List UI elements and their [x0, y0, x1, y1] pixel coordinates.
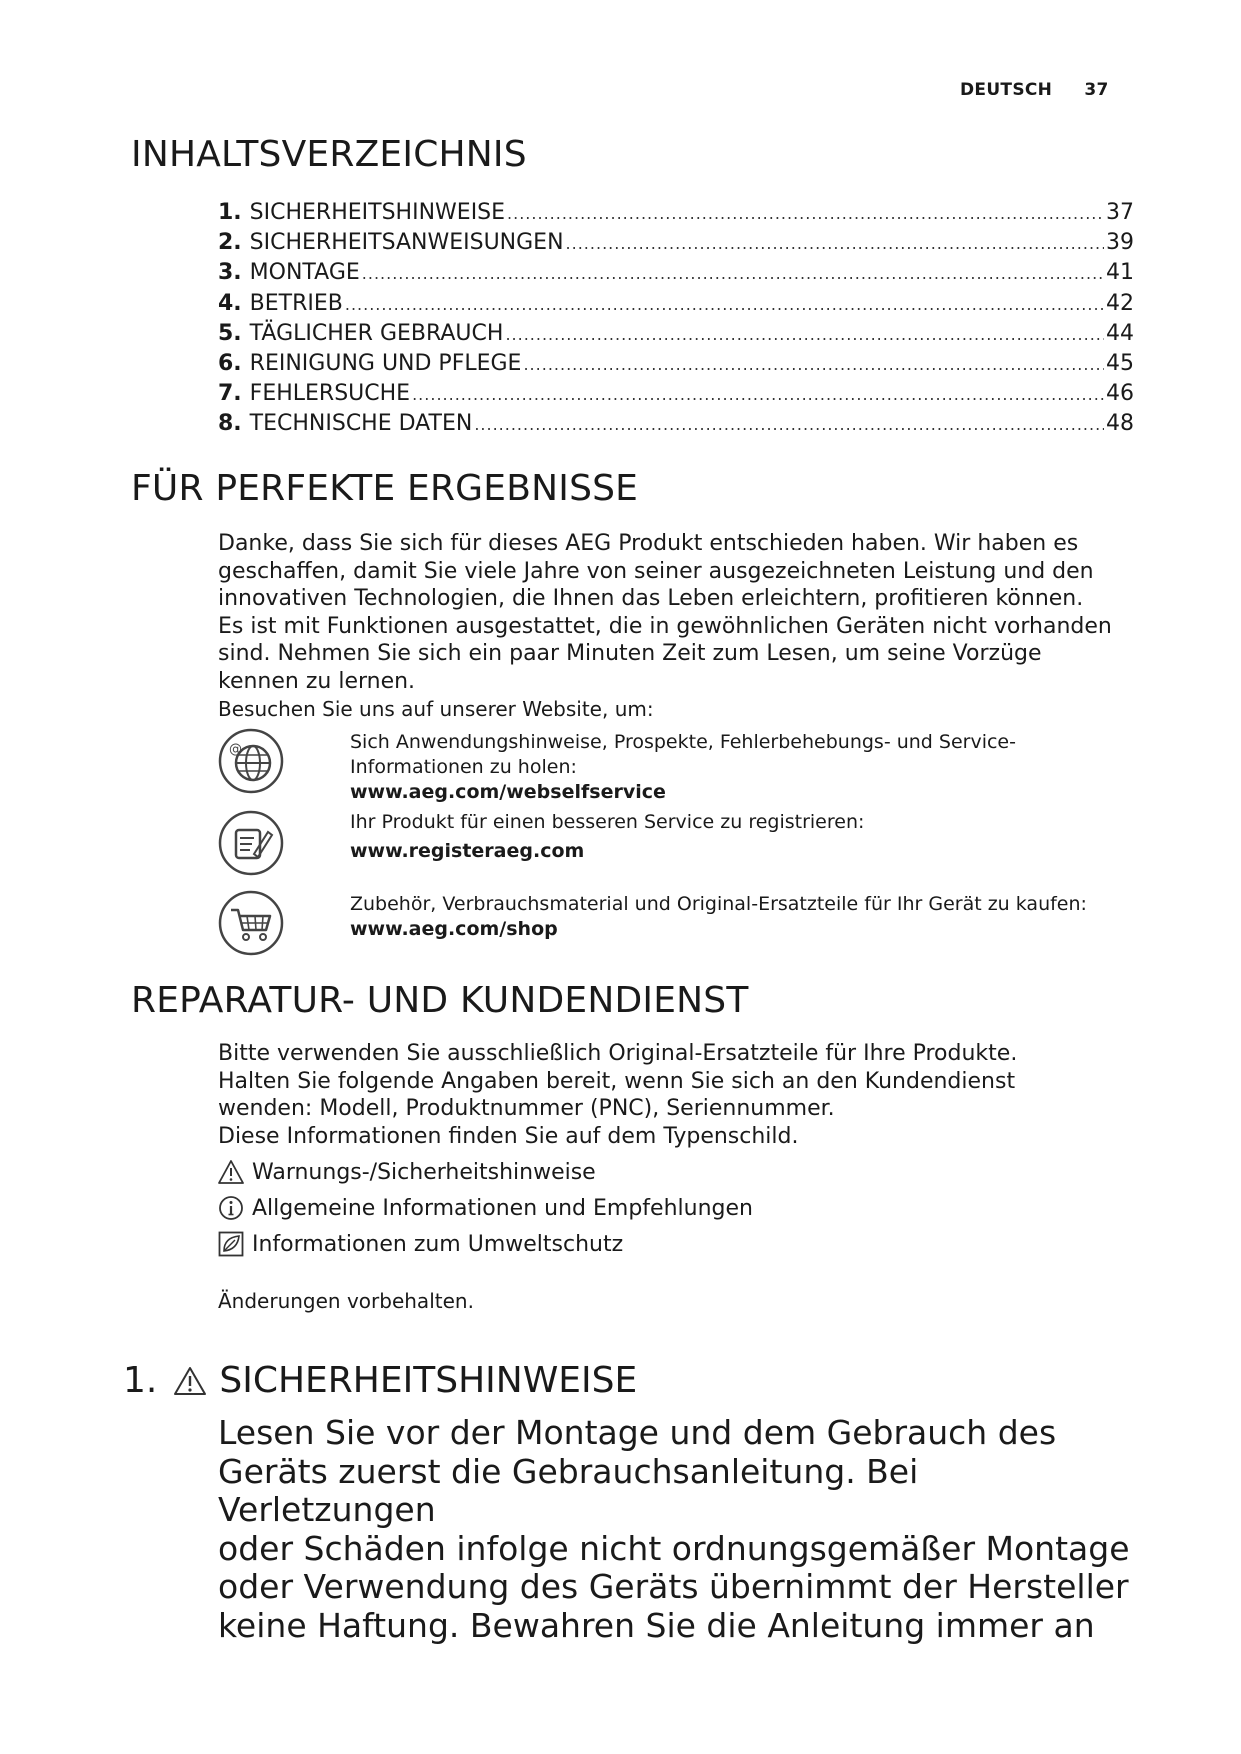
toc-entry-label: SICHERHEITSANWEISUNGEN: [249, 230, 564, 256]
header-page-number: 37: [1084, 80, 1109, 100]
toc-entry-page: 45: [1106, 350, 1134, 376]
toc-entry-page: 46: [1106, 381, 1134, 407]
section-number: 1.: [123, 1360, 158, 1401]
text-line: wenden: Modell, Produktnummer (PNC), Seriennummer.: [218, 1096, 835, 1122]
toc-leader: [412, 379, 1104, 410]
web-service-text: [350, 892, 1087, 942]
toc-entry[interactable]: [218, 258, 1134, 288]
web-service-text: [350, 810, 864, 864]
toc-entry[interactable]: [218, 409, 1134, 439]
text-line: Ihr Produkt für einen besseren Service zu registrieren:: [350, 811, 865, 833]
legend-item: [218, 1190, 753, 1226]
leaf-icon: [218, 1231, 244, 1257]
register-link[interactable]: www.registeraeg.com: [350, 840, 585, 862]
toc-leader: [362, 258, 1104, 289]
toc-leader: [474, 409, 1104, 440]
toc-entry-page: 42: [1106, 290, 1134, 316]
toc-leader: [345, 289, 1104, 320]
toc-title: INHALTSVERZEICHNIS: [131, 134, 527, 175]
section-1-heading: [123, 1360, 637, 1401]
text-line: Geräts zuerst die Gebrauchsanleitung. Bei Verletzungen: [218, 1451, 919, 1529]
text-line: keine Haftung. Bewahren Sie die Anleitung immer an: [218, 1605, 1095, 1645]
symbol-legend: [218, 1154, 753, 1262]
visit-line: Besuchen Sie uns auf unserer Website, um:: [218, 696, 654, 721]
toc-entry-label: SICHERHEITSHINWEISE: [249, 200, 506, 225]
webselfservice-link[interactable]: www.aeg.com/webselfservice: [350, 781, 666, 803]
toc-entry-number: 4.: [218, 290, 242, 316]
legend-label: Informationen zum Umweltschutz: [252, 1231, 624, 1257]
shopping-cart-icon: [218, 890, 284, 956]
toc-leader: [505, 319, 1104, 350]
toc-entry-number: 8.: [218, 411, 242, 437]
warning-icon: [173, 1366, 207, 1396]
text-line: Bitte verwenden Sie ausschließlich Original-Ersatzteile für Ihre Produkte.: [218, 1041, 1018, 1066]
register-icon: [218, 810, 284, 876]
text-line: Informationen zu holen:: [350, 756, 577, 778]
legend-item: [218, 1226, 753, 1262]
text-line: Diese Informationen finden Sie auf dem Typenschild.: [218, 1123, 799, 1149]
globe-icon: [218, 728, 284, 794]
toc-entry-label: FEHLERSUCHE: [249, 381, 411, 407]
toc-entry[interactable]: [218, 289, 1134, 319]
warning-icon: [218, 1159, 244, 1185]
toc-entry-page: 48: [1106, 411, 1134, 437]
text-line: Es ist mit Funktionen ausgestattet, die in gewöhnlichen Geräten nicht vorhanden: [218, 613, 1112, 639]
toc-entry-page: 39: [1106, 230, 1134, 256]
page-header: [960, 80, 1160, 100]
toc-entry-label: TECHNISCHE DATEN: [249, 411, 473, 437]
toc-entry-number: 7.: [218, 381, 242, 407]
toc-leader: [507, 198, 1104, 229]
toc-entry-number: 1.: [218, 200, 242, 225]
toc-entry-number: 3.: [218, 260, 242, 286]
text-line: Lesen Sie vor der Montage und dem Gebrauch des: [218, 1413, 1057, 1452]
text-line: Danke, dass Sie sich für dieses AEG Produkt entschieden haben. Wir haben es: [218, 531, 1079, 556]
repair-service-text: [218, 1040, 1017, 1150]
text-line: Sich Anwendungshinweise, Prospekte, Fehlerbehebungs- und Service-: [350, 731, 1016, 753]
header-language: DEUTSCH: [960, 80, 1053, 100]
text-line: Halten Sie folgende Angaben bereit, wenn Sie sich an den Kundendienst: [218, 1068, 1016, 1094]
toc-entry-label: REINIGUNG UND PFLEGE: [249, 350, 522, 376]
text-line: Zubehör, Verbrauchsmaterial und Original-Ersatzteile für Ihr Gerät zu kaufen:: [350, 893, 1087, 915]
text-line: innovativen Technologien, die Ihnen das Leben erleichtern, profitieren können.: [218, 586, 1084, 612]
table-of-contents: [218, 198, 1134, 440]
repair-service-title: REPARATUR- UND KUNDENDIENST: [131, 980, 749, 1021]
text-line: geschaffen, damit Sie viele Jahre von seiner ausgezeichneten Leistung und den: [218, 558, 1094, 584]
toc-entry-number: 6.: [218, 350, 242, 376]
toc-entry[interactable]: [218, 349, 1134, 379]
info-icon: [218, 1195, 244, 1221]
perfect-results-intro: [218, 530, 1112, 723]
legend-label: Allgemeine Informationen und Empfehlungen: [252, 1195, 753, 1221]
text-line: oder Schäden infolge nicht ordnungsgemäßer Montage: [218, 1528, 1130, 1568]
toc-entry-page: 41: [1106, 260, 1134, 286]
shop-link[interactable]: www.aeg.com/shop: [350, 918, 558, 940]
svg-text:@: @: [229, 742, 242, 757]
perfect-results-title: FÜR PERFEKTE ERGEBNISSE: [131, 468, 639, 509]
toc-leader: [523, 349, 1104, 380]
legend-label: Warnungs-/Sicherheitshinweise: [252, 1159, 596, 1185]
toc-entry-page: 44: [1106, 320, 1134, 346]
section-title: SICHERHEITSHINWEISE: [219, 1360, 638, 1401]
toc-entry-page: 37: [1106, 200, 1134, 225]
legend-item: [218, 1154, 753, 1190]
web-service-text: [350, 730, 1016, 805]
toc-entry-number: 2.: [218, 230, 242, 256]
toc-entry-number: 5.: [218, 320, 242, 346]
toc-entry[interactable]: [218, 228, 1134, 258]
toc-entry-label: MONTAGE: [249, 260, 360, 286]
changes-reserved-note: Änderungen vorbehalten.: [218, 1289, 474, 1313]
toc-leader: [566, 228, 1104, 259]
text-line: sind. Nehmen Sie sich ein paar Minuten Zeit zum Lesen, um seine Vorzüge: [218, 641, 1042, 667]
toc-entry[interactable]: [218, 379, 1134, 409]
toc-entry-label: TÄGLICHER GEBRAUCH: [249, 320, 504, 346]
text-line: oder Verwendung des Geräts übernimmt der Hersteller: [218, 1567, 1129, 1606]
section-1-intro: [218, 1414, 1138, 1645]
toc-entry[interactable]: [218, 198, 1134, 228]
toc-entry[interactable]: [218, 319, 1134, 349]
text-line: kennen zu lernen.: [218, 668, 416, 694]
toc-entry-label: BETRIEB: [249, 290, 343, 316]
